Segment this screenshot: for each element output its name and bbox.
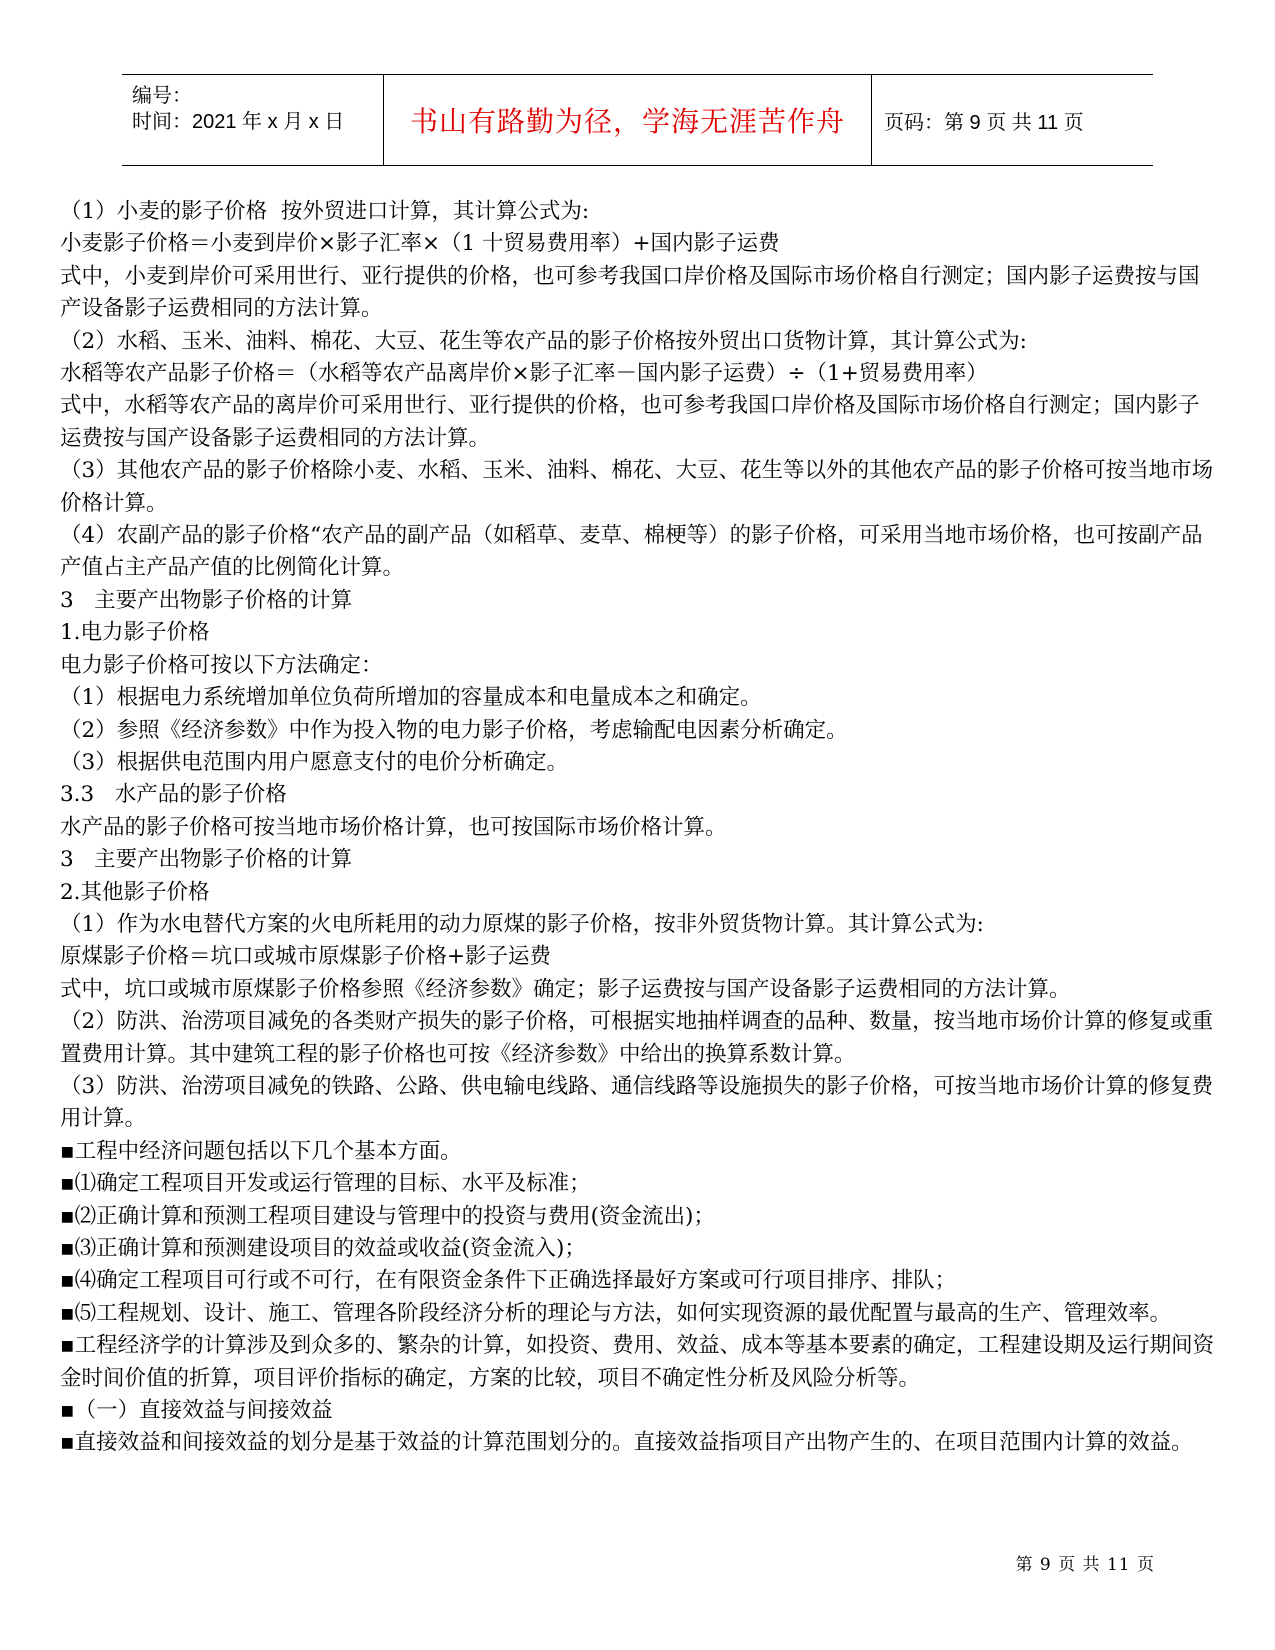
document-number-label: 编号： bbox=[132, 85, 192, 107]
paragraph: （3）防洪、治涝项目减免的铁路、公路、供电输电线路、通信线路等设施损失的影子价格，可按当地市场价计算的修复费用计算。 bbox=[60, 1073, 1214, 1132]
paragraph: （4）农副产品的影子价格“农产品的副产品（如稻草、麦草、棉梗等）的影子价格，可采用当地市场价格，也可按副产品产值占主产品产值的比例简化计算。 bbox=[60, 523, 1203, 581]
paragraph: 原煤影子价格＝坑口或城市原煤影子价格+影子运费 bbox=[60, 944, 552, 970]
bullet-item: ▪⑸工程规划、设计、施工、管理各阶段经济分析的理论与方法，如何实现资源的最优配置与最高的生产、管理效率。 bbox=[60, 1300, 1172, 1326]
paragraph: （1）根据电力系统增加单位负荷所增加的容量成本和电量成本之和确定。 bbox=[60, 685, 762, 711]
paragraph: （2）水稻、玉米、油料、棉花、大豆、花生等农产品的影子价格按外贸出口货物计算，其计算公式为: bbox=[60, 328, 1027, 354]
paragraph: （2）防洪、治涝项目减免的各类财产损失的影子价格，可根据实地抽样调查的品种、数量，按当地市场价计算的修复或重置费用计算。其中建筑工程的影子价格也可按《经济参数》中给出的换算系数计算。 bbox=[60, 1009, 1214, 1067]
page-footer: 第 9 页 共 11 页 bbox=[1015, 1555, 1155, 1575]
bullet-item: ▪工程中经济问题包括以下几个基本方面。 bbox=[60, 1138, 462, 1164]
paragraph: （2）参照《经济参数》中作为投入物的电力影子价格，考虑输配电因素分析确定。 bbox=[60, 717, 848, 743]
paragraph: 电力影子价格可按以下方法确定： bbox=[60, 652, 383, 678]
paragraph: 水稻等农产品影子价格＝（水稻等农产品离岸价×影子汇率－国内影子运费）÷（1+贸易费用率） bbox=[60, 361, 988, 387]
section-heading: 3 主要产出物影子价格的计算 bbox=[60, 587, 353, 613]
header-meta-cell bbox=[122, 75, 384, 165]
subsection-heading: 2.其他影子价格 bbox=[60, 879, 210, 905]
bullet-item: ▪⑷确定工程项目可行或不可行，在有限资金条件下正确选择最好方案或可行项目排序、排队； bbox=[60, 1268, 957, 1294]
bullet-item: ▪工程经济学的计算涉及到众多的、繁杂的计算，如投资、费用、效益、成本等基本要素的确定，工程建设期及运行期间资金时间价值的折算，项目评价指标的确定，方案的比较，项目不确定性分析及风险分析等。 bbox=[60, 1333, 1215, 1391]
paragraph: 小麦影子价格＝小麦到岸价×影子汇率×（1 十贸易费用率）+国内影子运费 bbox=[60, 231, 780, 257]
document-header bbox=[122, 74, 1153, 166]
paragraph: （1）作为水电替代方案的火电所耗用的动力原煤的影子价格，按非外贸货物计算。其计算公式为: bbox=[60, 911, 984, 937]
document-body bbox=[60, 196, 1220, 1460]
paragraph: 式中，水稻等农产品的离岸价可采用世行、亚行提供的价格，也可参考我国口岸价格及国际市场价格自行测定；国内影子运费按与国产设备影子运费相同的方法计算。 bbox=[60, 393, 1200, 451]
bullet-item: ▪⑴确定工程项目开发或运行管理的目标、水平及标准； bbox=[60, 1171, 591, 1197]
subsection-heading: 3.3 水产品的影子价格 bbox=[60, 782, 287, 808]
paragraph: 式中，坑口或城市原煤影子价格参照《经济参数》确定；影子运费按与国产设备影子运费相同的方法计算。 bbox=[60, 976, 1071, 1002]
document-time-label: 时间：2021 年 x 月 x 日 bbox=[132, 111, 345, 133]
paragraph: 式中，小麦到岸价可采用世行、亚行提供的价格，也可参考我国口岸价格及国际市场价格自行测定；国内影子运费按与国产设备影子运费相同的方法计算。 bbox=[60, 263, 1200, 322]
subsection-heading: 1.电力影子价格 bbox=[60, 620, 210, 646]
paragraph: （1）小麦的影子价格 按外贸进口计算，其计算公式为: bbox=[60, 199, 590, 224]
bullet-item: ▪⑵正确计算和预测工程项目建设与管理中的投资与费用(资金流出)； bbox=[60, 1203, 715, 1229]
header-page-label: 页码：第 9 页 共 11 页 bbox=[884, 111, 1084, 134]
paragraph: 水产品的影子价格可按当地市场价格计算，也可按国际市场价格计算。 bbox=[60, 814, 727, 840]
bullet-item: ▪⑶正确计算和预测建设项目的效益或收益(资金流入)； bbox=[60, 1236, 586, 1261]
header-motto: 书山有路勤为径，学海无涯苦作舟 bbox=[384, 75, 872, 165]
paragraph: （3）根据供电范围内用户愿意支付的电价分析确定。 bbox=[60, 749, 569, 775]
bullet-item: ▪直接效益和间接效益的划分是基于效益的计算范围划分的。直接效益指项目产出物产生的、在项目范围内计算的效益。 bbox=[60, 1430, 1193, 1456]
bullet-item: ▪（一）直接效益与间接效益 bbox=[60, 1398, 333, 1424]
section-heading: 3 主要产出物影子价格的计算 bbox=[60, 847, 353, 873]
paragraph: （3）其他农产品的影子价格除小麦、水稻、玉米、油料、棉花、大豆、花生等以外的其他农产品的影子价格可按当地市场价格计算。 bbox=[60, 458, 1214, 516]
